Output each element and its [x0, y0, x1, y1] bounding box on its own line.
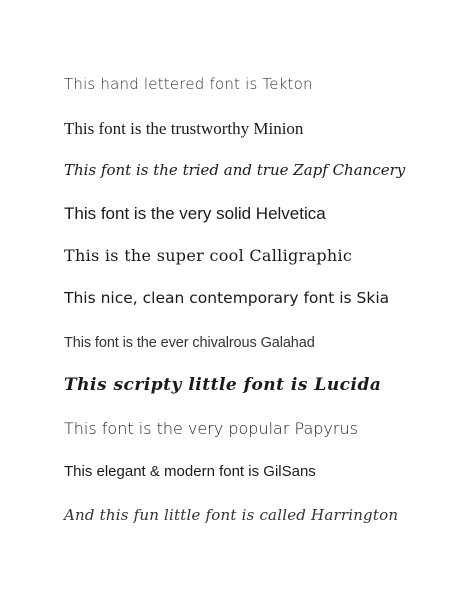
- font-sample-calligraphic: This is the super cool Calligraphic: [64, 246, 353, 265]
- font-sample-zapf-chancery: This font is the tried and true Zapf Chancery: [64, 161, 406, 179]
- font-sample-lucida: This scripty little font is Lucida: [64, 375, 382, 395]
- font-sample-gilsans: This elegant & modern font is GilSans: [64, 463, 316, 480]
- font-sample-papyrus: This font is the very popular Papyrus: [64, 419, 358, 438]
- font-sample-minion: This font is the trustworthy Minion: [64, 119, 304, 138]
- font-sample-galahad: This font is the ever chivalrous Galahad: [64, 335, 315, 351]
- font-sample-tekton: This hand lettered font is Tekton: [64, 75, 313, 93]
- font-sample-skia: This nice, clean contemporary font is Skia: [64, 289, 390, 307]
- font-sample-harrington: And this fun little font is called Harrington: [64, 506, 399, 524]
- font-sample-helvetica: This font is the very solid Helvetica: [64, 204, 326, 223]
